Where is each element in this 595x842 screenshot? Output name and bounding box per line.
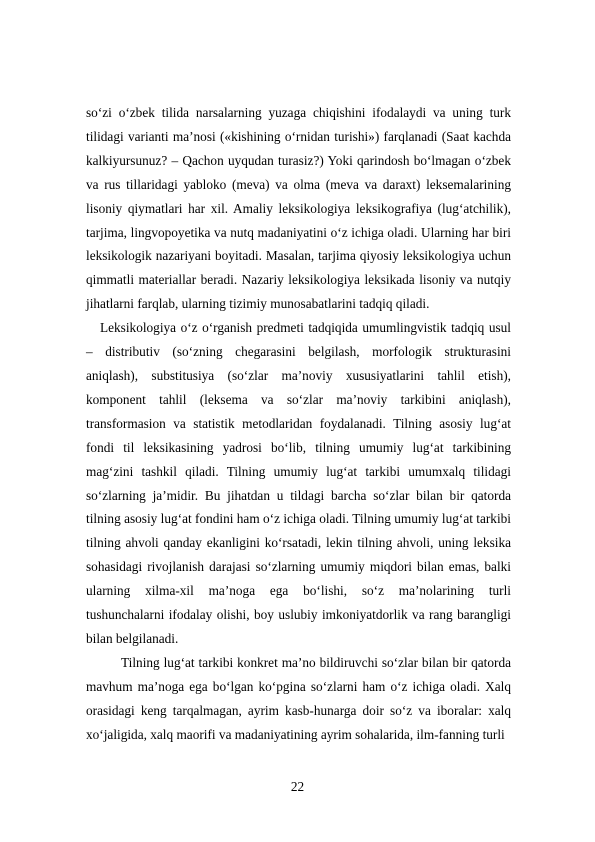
- page-body: [86, 101, 511, 746]
- paragraph-2: Leksikologiya o‘z o‘rganish predmeti tadqiqida umumlingvistik tadqiq usul – distributiv (so‘zning chegarasini belgilash, morfologik strukturasini aniqlash), substitusiya (so‘zlar ma’noviy xususiyatlarini tahlil etish), komponent tahlil (leksema va so‘zlar ma’noviy tarkibini aniqlash), transformasion va statistik metodlaridan foydalanadi. Tilning asosiy lug‘at fondi til leksikasining yadrosi bo‘lib, tilning umumiy lug‘at tarkibining mag‘zini tashkil qiladi. Tilning umumiy lug‘at tarkibi umumxalq tilidagi so‘zlarning ja’midir. Bu jihatdan u tildagi barcha so‘zlar bilan bir qatorda tilning asosiy lug‘at fondini ham o‘z ichiga oladi. Tilning umumiy lug‘at tarkibi tilning ahvoli qanday ekanligini ko‘rsatadi, lekin tilning ahvoli, uning leksika sohasidagi rivojlanish darajasi so‘zlarning umumiy miqdori bilan emas, balki ularning xilma-xil ma’noga ega bo‘lishi, so‘z ma’nolarining turli tushunchalarni ifodalay olishi, boy uslubiy imkoniyatdorlik va rang barangligi bilan belgilanadi.: [86, 320, 511, 646]
- paragraph-1: so‘zi o‘zbek tilida narsalarning yuzaga chiqishini ifodalaydi va uning turk tilidagi varianti ma’nosi («kishining o‘rnidan turishi») farqlanadi (Saat kachda kalkiyursunuz? – Qachon uyqudan turasiz?) Yoki qarindosh bo‘lmagan o‘zbek va rus tillaridagi yabloko (meva) va olma (meva va daraxt) leksemalarining lisoniy qiymatlari har xil. Amaliy leksikologiya leksikografiya (lug‘atchilik), tarjima, lingvopoyetika va nutq madaniyatini o‘z ichiga oladi. Ularning har biri leksikologik nazariyani boyitadi. Masalan, tarjima qiyosiy leksikologiya uchun qimmatli materiallar beradi. Nazariy leksikologiya leksikada lisoniy va nutqiy jihatlarni farqlab, ularning tizimiy munosabatlarini tadqiq qiladi.: [86, 105, 511, 312]
- paragraph-3: Tilning lug‘at tarkibi konkret ma’no bildiruvchi so‘zlar bilan bir qatorda mavhum ma’noga ega bo‘lgan ko‘pgina so‘zlarni ham o‘z ichiga oladi. Xalq orasidagi keng tarqalmagan, ayrim kasb-hunarga doir so‘z va iboralar: xalq xo‘jaligida, xalq maorifi va madaniyatining ayrim sohalarida, ilm-fanning turli: [86, 654, 511, 742]
- page-number: 22: [290, 779, 305, 794]
